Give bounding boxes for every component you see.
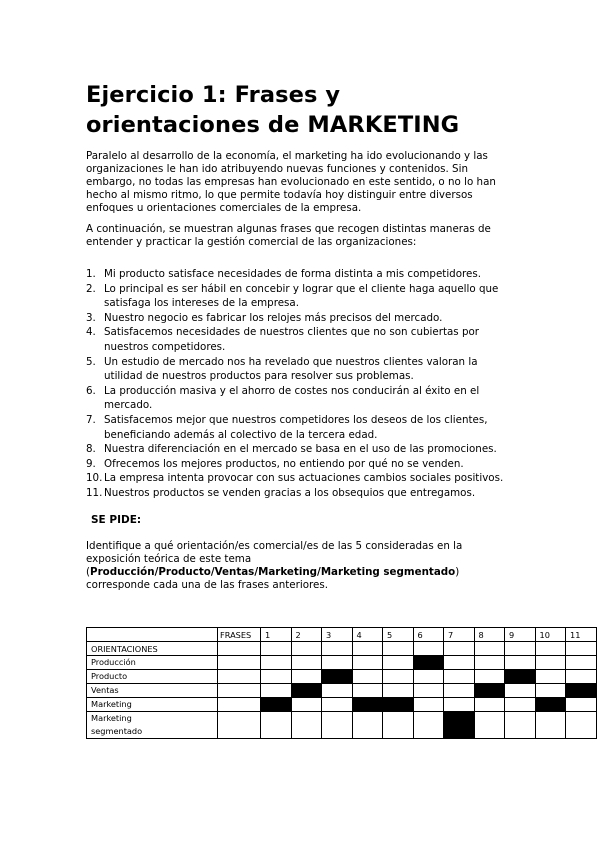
answer-cell-filled[interactable] — [291, 684, 322, 698]
table-cell — [322, 642, 353, 656]
orientation-row-label: Ventas — [87, 684, 218, 698]
table-corner-cell — [87, 628, 218, 642]
answer-cell[interactable] — [322, 656, 353, 670]
answer-cell[interactable] — [291, 670, 322, 684]
frase-item — [86, 471, 518, 486]
answer-cell-filled[interactable] — [261, 698, 292, 712]
table-cell — [218, 656, 261, 670]
column-header: 7 — [444, 628, 475, 642]
answer-cell[interactable] — [566, 656, 597, 670]
table-cell — [474, 642, 505, 656]
column-header: 11 — [566, 628, 597, 642]
column-header: 6 — [413, 628, 444, 642]
orientation-row-label: Producción — [87, 656, 218, 670]
answer-cell-filled[interactable] — [413, 656, 444, 670]
answer-cell[interactable] — [322, 698, 353, 712]
answer-cell[interactable] — [383, 684, 414, 698]
frase-item — [86, 355, 518, 384]
answer-cell[interactable] — [352, 656, 383, 670]
column-header: 4 — [352, 628, 383, 642]
frase-text: La empresa intenta provocar con sus actuaciones cambios sociales positivos. — [104, 472, 504, 485]
answer-cell[interactable] — [322, 712, 353, 739]
frase-number: 9. — [86, 457, 96, 470]
answer-cell[interactable] — [444, 698, 475, 712]
answer-cell-filled[interactable] — [474, 684, 505, 698]
table-cell — [535, 642, 566, 656]
document-page — [86, 80, 518, 592]
answer-cell-filled[interactable] — [444, 712, 475, 739]
frases-header: FRASES — [218, 628, 261, 642]
orientation-label-line: segmentado — [91, 726, 143, 736]
table-cell — [291, 642, 322, 656]
answer-cell[interactable] — [566, 712, 597, 739]
instruction-paren-close: ) — [455, 565, 460, 578]
answer-cell-filled[interactable] — [535, 698, 566, 712]
answer-cell[interactable] — [566, 698, 597, 712]
intro-paragraph-2: A continuación, se muestran algunas frases que recogen distintas maneras de entender y practicar la gestión comercial de las organizaciones: — [86, 223, 491, 248]
table-cell — [218, 698, 261, 712]
frase-text: Lo principal es ser hábil en concebir y lograr que el cliente haga aquello que satisfaga los intereses de la empresa. — [104, 282, 499, 310]
instruction-orientations: Producción/Producto/Ventas/Marketing/Marketing segmentado — [90, 565, 456, 578]
answer-cell[interactable] — [352, 712, 383, 739]
answer-cell[interactable] — [474, 670, 505, 684]
answer-cell[interactable] — [566, 670, 597, 684]
answer-cell[interactable] — [383, 656, 414, 670]
frases-list — [86, 267, 518, 501]
answer-cell[interactable] — [413, 712, 444, 739]
orientation-label-line: Marketing — [91, 713, 132, 723]
orientation-row-label: Marketing — [87, 698, 218, 712]
table-cell — [505, 642, 536, 656]
frase-text: Ofrecemos los mejores productos, no entiendo por qué no se venden. — [104, 457, 464, 470]
frase-text: Nuestro negocio es fabricar los relojes más precisos del mercado. — [104, 311, 443, 324]
orientaciones-header: ORIENTACIONES — [87, 642, 218, 656]
answer-cell[interactable] — [535, 712, 566, 739]
answer-cell[interactable] — [413, 684, 444, 698]
answer-cell[interactable] — [413, 698, 444, 712]
instruction-paren-open: ( — [86, 565, 91, 578]
table-cell — [413, 642, 444, 656]
frase-item — [86, 311, 518, 326]
answer-cell[interactable] — [291, 698, 322, 712]
answer-cell[interactable] — [535, 670, 566, 684]
answer-cell[interactable] — [352, 684, 383, 698]
column-header: 3 — [322, 628, 353, 642]
answer-cell[interactable] — [474, 712, 505, 739]
frase-text: Nuestra diferenciación en el mercado se basa en el uso de las promociones. — [104, 443, 497, 456]
frase-text: Un estudio de mercado nos ha revelado que nuestros clientes valoran la utilidad de nuestros productos para resolver sus problemas. — [104, 355, 478, 383]
frase-text: La producción masiva y el ahorro de costes nos conducirán al éxito en el mercado. — [104, 384, 480, 412]
column-header: 1 — [261, 628, 292, 642]
column-header: 8 — [474, 628, 505, 642]
answer-cell[interactable] — [261, 684, 292, 698]
column-header: 10 — [535, 628, 566, 642]
frase-number: 10. — [86, 472, 103, 485]
frase-number: 2. — [86, 282, 96, 295]
intro-paragraph-1: Paralelo al desarrollo de la economía, el marketing ha ido evolucionando y las organizaciones le han ido atribuyendo nuevas funciones y contenidos. Sin embargo, no todas las empresas han evolucionado en este sentido, o no lo han hecho al mismo ritmo, lo que permite todavía hoy distinguir entre diversos enfoques u orientaciones comerciales de la empresa. — [86, 150, 496, 214]
frase-number: 11. — [86, 486, 103, 499]
table-cell — [218, 684, 261, 698]
frase-item — [86, 457, 518, 472]
column-header: 9 — [505, 628, 536, 642]
answer-cell[interactable] — [383, 712, 414, 739]
frase-text: Satisfacemos necesidades de nuestros clientes que no son cubiertas por nuestros competidores. — [104, 326, 480, 353]
frase-item — [86, 325, 518, 354]
answer-cell-filled[interactable] — [322, 670, 353, 684]
column-header: 2 — [291, 628, 322, 642]
page-title: Ejercicio 1: Frases y orientaciones de MARKETING — [86, 82, 460, 138]
answer-cell[interactable] — [444, 670, 475, 684]
instruction-part-a: Identifique a qué orientación/es comercial/es de las 5 consideradas en la exposición teórica de este tema — [86, 539, 463, 565]
table-cell — [218, 670, 261, 684]
table-cell — [352, 642, 383, 656]
instruction-text — [86, 540, 518, 592]
column-header: 5 — [383, 628, 414, 642]
frase-item — [86, 442, 518, 457]
answer-cell-filled[interactable] — [566, 684, 597, 698]
frase-text: Nuestros productos se venden gracias a los obsequios que entregamos. — [104, 486, 476, 499]
frase-number: 5. — [86, 355, 96, 368]
answer-cell-filled[interactable] — [505, 670, 536, 684]
answer-cell[interactable] — [261, 670, 292, 684]
table-cell — [566, 642, 597, 656]
frase-item — [86, 282, 518, 311]
frase-text: Mi producto satisface necesidades de forma distinta a mis competidores. — [104, 268, 482, 280]
answer-cell[interactable] — [505, 684, 536, 698]
frase-item — [86, 384, 518, 413]
table-cell — [261, 642, 292, 656]
answer-cell[interactable] — [535, 656, 566, 670]
orientation-row-label — [87, 712, 218, 739]
answer-cell[interactable] — [474, 656, 505, 670]
frase-number: 4. — [86, 326, 96, 339]
answer-cell[interactable] — [291, 712, 322, 739]
answer-cell[interactable] — [261, 712, 292, 739]
answer-cell[interactable] — [322, 684, 353, 698]
se-pide-heading: SE PIDE: — [91, 513, 142, 526]
frase-item — [86, 413, 518, 442]
answer-cell[interactable] — [535, 684, 566, 698]
orientation-row-label: Producto — [87, 670, 218, 684]
frase-number: 8. — [86, 443, 96, 456]
frase-item — [86, 267, 518, 282]
answer-cell[interactable] — [474, 698, 505, 712]
frase-number: 3. — [86, 311, 96, 324]
frase-text: Satisfacemos mejor que nuestros competidores los deseos de los clientes, beneficiando además al colectivo de la tercera edad. — [104, 413, 488, 441]
frase-number: 7. — [86, 413, 96, 426]
answer-cell[interactable] — [505, 656, 536, 670]
instruction-part-b: corresponde cada una de las frases anteriores. — [86, 578, 328, 591]
answer-cell[interactable] — [413, 670, 444, 684]
table-cell — [444, 642, 475, 656]
answer-cell[interactable] — [261, 656, 292, 670]
answer-cell-filled[interactable] — [352, 698, 383, 712]
answer-cell[interactable] — [352, 670, 383, 684]
frase-number: 6. — [86, 384, 96, 397]
answer-cell[interactable] — [505, 698, 536, 712]
frase-item — [86, 486, 518, 501]
answer-cell-filled[interactable] — [383, 698, 414, 712]
answer-cell[interactable] — [383, 670, 414, 684]
answer-cell[interactable] — [291, 656, 322, 670]
frase-number: 1. — [86, 268, 96, 280]
answer-cell[interactable] — [444, 684, 475, 698]
table-cell — [218, 712, 261, 739]
answer-cell[interactable] — [505, 712, 536, 739]
answer-cell[interactable] — [444, 656, 475, 670]
table-cell — [383, 642, 414, 656]
table-cell — [218, 642, 261, 656]
orientation-table — [86, 627, 597, 739]
